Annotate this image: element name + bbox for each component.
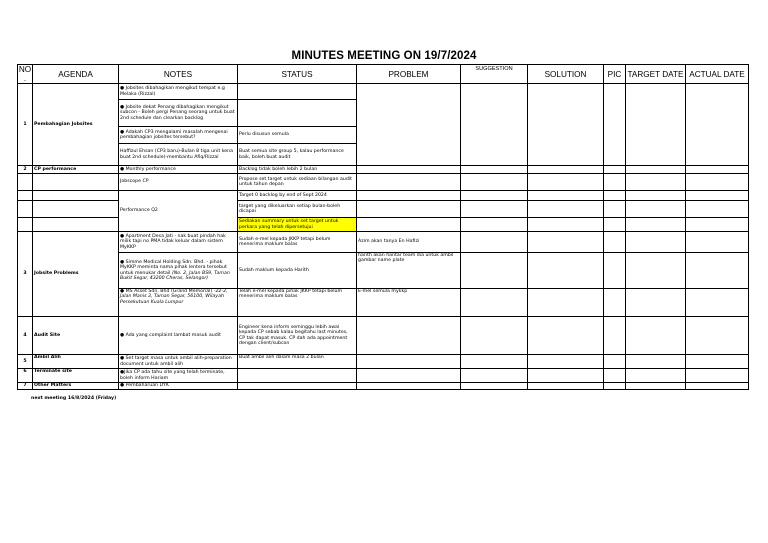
table-row <box>18 84 749 100</box>
status-cell: Telah e-mel kepada pihak JKKP tetapi belum menerima maklum balas <box>238 289 357 317</box>
notes-cell: ●Jika CP ada tahu site yang telah terminate, boleh inform Hariam <box>119 369 238 383</box>
header-no: NO. <box>18 65 32 83</box>
status-cell: Engineer kena inform seminggu lebih awal kepada CP sebab kalau begitahu last minutes, CP tak dapat masuk. CP dah ada appointment dengan client/subcon <box>238 317 357 355</box>
status-cell: Perlu disusun semula <box>238 127 357 144</box>
status-cell: target yang dikeluarkan setiap bulan-boleh dicapai <box>238 201 357 218</box>
table-row <box>18 232 749 253</box>
notes-address: -22-2, Jalan Manis 3, Taman Segar, 56100, Wilayah Persekutuan Kuala Lumpur <box>120 289 228 305</box>
row-number: 6 <box>18 369 33 383</box>
problem-cell <box>357 84 461 166</box>
notes-cell: Haffizul Ehsan (CP3 baru)-Bulan 8 tiga unit kena buat 2nd schedule)-membantu Afiq/Rizzal <box>119 144 238 166</box>
status-cell: Sudah e-mel kepada JKKP tetapi belum menerima maklum balas <box>238 232 357 253</box>
table-row <box>18 383 749 390</box>
header-problem: PROBLEM <box>357 65 461 84</box>
notes-cell: Performance Q2 <box>119 191 238 232</box>
suggestion-cell <box>461 84 528 166</box>
pic-cell <box>604 84 626 166</box>
notes-cell: ● Jobsites dibahagikan mengikut tempat e.g Melaka (Rizzal) <box>119 84 238 100</box>
header-row <box>18 65 749 84</box>
header-actual-date: ACTUAL DATE <box>686 65 749 84</box>
status-cell: Propose set target untuk sediaan bilangan audit untuk tahun depan <box>238 174 357 191</box>
status-cell-highlighted: Sediakan summary untuk set target untuk perkara yang telah dipersetujui <box>238 218 357 232</box>
header-notes: NOTES <box>119 65 238 84</box>
agenda-cell: Pembahagian Jobsites <box>33 84 119 166</box>
agenda-cell: Audit Site <box>33 317 119 355</box>
notes-cell: ● Monthly performance <box>119 166 238 174</box>
notes-cell: Jobscope CP <box>119 174 238 191</box>
notes-cell <box>119 289 238 317</box>
table-row <box>18 253 749 289</box>
row-number: 2 <box>18 166 33 174</box>
table-row <box>18 355 749 369</box>
notes-cell: ● Adakah CP3 mengalami masalah mengenai pembahagian jobsites tersebut? <box>119 127 238 144</box>
table-row <box>18 317 749 355</box>
solution-cell <box>528 84 604 166</box>
status-cell: Backlog tidak boleh lebih 2 bulan <box>238 166 357 174</box>
notes-cell: ● Pembaharuan DYK <box>119 383 238 390</box>
status-cell: Target 0 backlog by end of Sept 2024 <box>238 191 357 201</box>
status-cell <box>238 100 357 127</box>
page-title: MINUTES MEETING ON 19/7/2024 <box>291 50 477 62</box>
agenda-cell: Jobsite Problems <box>33 232 119 317</box>
row-number: 5 <box>18 355 33 369</box>
table-row <box>18 174 749 191</box>
status-cell: Buat ambil alih dalam masa 2 bulan <box>238 355 357 369</box>
notes-text: ● MS Asset Sdn. Bhd (Grand Memorial) <box>120 289 213 294</box>
table-row <box>18 191 749 201</box>
minutes-table <box>17 64 749 390</box>
row-number: 4 <box>18 317 33 355</box>
header-target-date: TARGET DATE <box>626 65 686 84</box>
row-number: 1 <box>18 84 33 166</box>
header-status: STATUS <box>238 65 357 84</box>
status-cell: Sudah maklum kepada Harith <box>238 253 357 289</box>
agenda-cell: Terminate site <box>33 369 119 383</box>
problem-cell: Azim akan tanya En Hafizi <box>357 232 461 253</box>
next-meeting-note: next meeting 16/8/2024 (Friday) <box>31 396 117 401</box>
header-solution: SOLUTION <box>528 65 604 84</box>
table-row <box>18 289 749 317</box>
problem-cell: E-mel semula mykkp <box>357 289 461 317</box>
header-suggestion: SUGGESTION <box>461 65 528 84</box>
problem-cell: harith akan hantar team dia untuk ambil gambar name plate <box>357 253 461 289</box>
header-pic: PIC <box>604 65 626 84</box>
table-row <box>18 369 749 383</box>
notes-text: ● Simme Medical Holding Sdn. Bhd. - pihak MyKKP meminta nama pihak lentera tersebut untuk menukar detail <box>120 259 227 276</box>
agenda-cell: Ambil Alih <box>33 355 119 369</box>
row-number: 7 <box>18 383 33 390</box>
target-date-cell <box>626 84 686 166</box>
agenda-cell: Other Matters <box>33 383 119 390</box>
notes-address: (No. 2, Jalan BS9, Taman Bukit Segar, 43200 Cheras, Selangor) <box>120 270 230 281</box>
notes-cell <box>119 253 238 289</box>
row-number: 3 <box>18 232 33 317</box>
actual-date-cell <box>686 84 749 166</box>
status-cell <box>238 84 357 100</box>
notes-cell: ● Jobsite dekat Penang dibahagikan mengikut subcon - Boleh pergi Penang seorang untuk buat 2nd schedule dan clearkan backlog <box>119 100 238 127</box>
agenda-cell: CP performance <box>33 166 119 174</box>
table-row <box>18 166 749 174</box>
notes-cell: ● Ada yang complaint lambat masuk audit <box>119 317 238 355</box>
header-agenda: AGENDA <box>33 65 119 84</box>
notes-cell: ● Apartment Desa Jati - nak buat pindah hak milik tapi no PMA tidak keluar dalam sistem MyKKP <box>119 232 238 253</box>
status-cell: Buat semua site group 5, kalau performance baik, boleh buat audit <box>238 144 357 166</box>
notes-cell: ● Set target masa untuk ambil alih-preparation document untuk ambil alih <box>119 355 238 369</box>
